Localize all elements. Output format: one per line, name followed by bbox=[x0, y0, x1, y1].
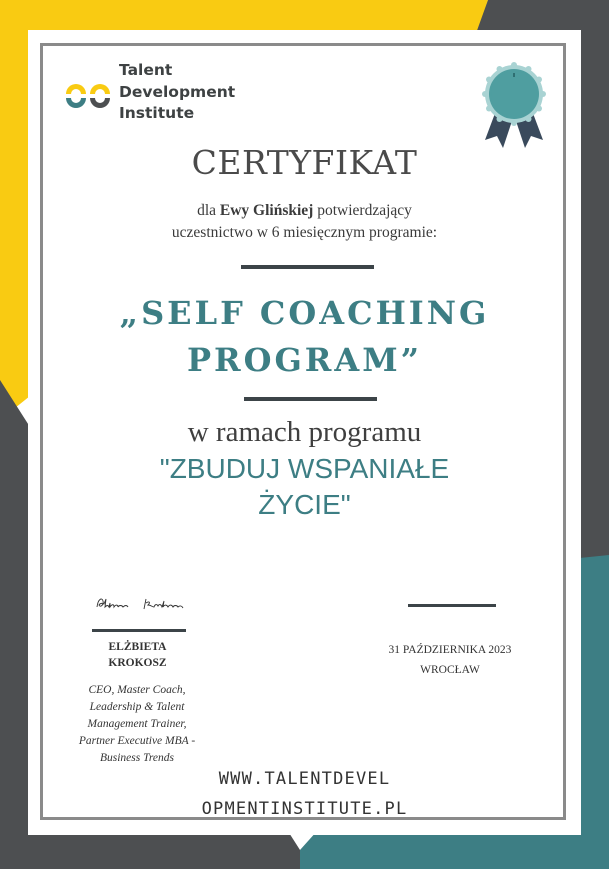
logo-line-talent: Talent bbox=[119, 61, 173, 79]
award-ribbon-icon bbox=[481, 62, 547, 148]
signer-role-line: Leadership & Talent bbox=[89, 701, 185, 713]
program-name-line-2: PROGRAM” bbox=[186, 341, 423, 379]
signer-name-line-1: ELŻBIETA bbox=[108, 641, 167, 653]
logo-line-development: Development bbox=[119, 82, 236, 101]
signer-name-line-2: KROKOSZ bbox=[108, 657, 167, 669]
within-program-text: w ramach programu bbox=[187, 416, 422, 448]
handwritten-signature bbox=[94, 593, 188, 613]
signer-role-line: Business Trends bbox=[99, 752, 174, 764]
parent-program-line-2: ŻYCIE" bbox=[258, 489, 351, 520]
issue-place: WROCŁAW bbox=[420, 664, 480, 676]
divider-bottom bbox=[244, 397, 377, 401]
logo-wordmark bbox=[119, 60, 235, 125]
divider-top bbox=[241, 265, 374, 269]
recipient-name: Ewy Glińskiej bbox=[219, 202, 314, 219]
program-name bbox=[0, 290, 609, 384]
intro-prefix: dla bbox=[197, 202, 217, 219]
talent-development-institute-logo-icon bbox=[64, 72, 112, 120]
intro-line-2: uczestnictwo w 6 miesięcznym programie: bbox=[171, 224, 438, 241]
issue-date: 31 PAŹDZIERNIKA 2023 bbox=[388, 644, 512, 656]
certificate-intro bbox=[0, 200, 609, 244]
signer-role-line: Partner Executive MBA - bbox=[78, 735, 196, 747]
intro-suffix: potwierdzający bbox=[317, 202, 412, 219]
certificate-title: CERTYFIKAT bbox=[191, 143, 418, 182]
intro-line-1 bbox=[0, 200, 609, 222]
website-line-1: WWW.TALENTDEVEL bbox=[218, 769, 391, 789]
issue-date-place bbox=[360, 640, 540, 680]
signer-name bbox=[70, 639, 205, 671]
signer-role-line: Management Trainer, bbox=[87, 718, 187, 730]
signature-line bbox=[92, 629, 186, 632]
website-line-2: OPMENTINSTITUTE.PL bbox=[201, 799, 408, 819]
logo-line-institute: Institute bbox=[119, 104, 195, 122]
website-address bbox=[0, 764, 609, 824]
parent-program-line-1: "ZBUDUJ WSPANIAŁE bbox=[159, 453, 450, 484]
date-line bbox=[408, 604, 496, 607]
signer-role-line: CEO, Master Coach, bbox=[88, 684, 186, 696]
parent-program-name bbox=[0, 451, 609, 523]
signer-role bbox=[62, 682, 212, 767]
program-name-line-1: „SELF COACHING bbox=[119, 294, 490, 332]
